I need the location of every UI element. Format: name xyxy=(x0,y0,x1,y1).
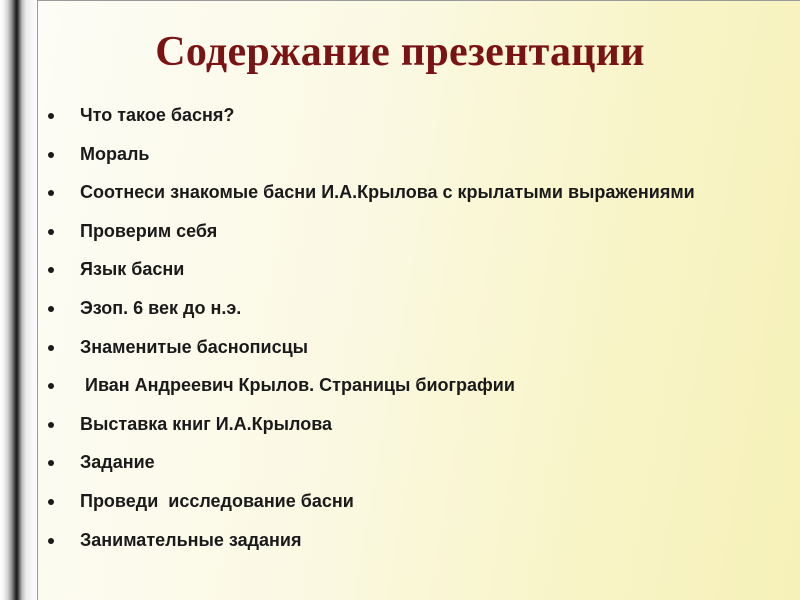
list-item-label: Задание xyxy=(80,452,155,473)
list-item[interactable] xyxy=(48,529,728,551)
bullet-icon xyxy=(48,383,54,389)
bullet-icon xyxy=(48,306,54,312)
slide-title: Содержание презентации xyxy=(155,29,645,75)
contents-list xyxy=(48,104,728,567)
bullet-icon xyxy=(48,422,54,428)
bullet-icon xyxy=(48,229,54,235)
list-item[interactable] xyxy=(48,451,728,473)
bullet-icon xyxy=(48,538,54,544)
list-item[interactable] xyxy=(48,374,728,396)
slide-left-frame xyxy=(0,0,40,600)
list-item[interactable] xyxy=(48,258,728,280)
list-item-label: Язык басни xyxy=(80,259,185,280)
list-item-label: Проведи исследование басни xyxy=(80,490,354,511)
list-item[interactable] xyxy=(48,143,728,165)
bullet-icon xyxy=(48,113,54,119)
list-item-label: Мораль xyxy=(80,143,150,164)
list-item-label: Выставка книг И.А.Крылова xyxy=(80,413,333,434)
list-item[interactable] xyxy=(48,104,728,126)
list-item[interactable] xyxy=(48,297,728,319)
bullet-icon xyxy=(48,345,54,351)
bullet-icon xyxy=(48,190,54,196)
list-item-label: Знаменитые баснописцы xyxy=(80,336,309,357)
list-item[interactable] xyxy=(48,220,728,242)
list-item[interactable] xyxy=(48,490,728,512)
bullet-icon xyxy=(48,152,54,158)
list-item-label: Проверим себя xyxy=(80,220,218,241)
list-item-label: Соотнеси знакомые басни И.А.Крылова с крылатыми выражениями xyxy=(80,182,695,203)
list-item-label: Занимательные задания xyxy=(80,529,302,550)
bullet-icon xyxy=(48,499,54,505)
list-item[interactable] xyxy=(48,336,728,358)
list-item-label: Что такое басня? xyxy=(80,105,235,125)
bullet-icon xyxy=(48,460,54,466)
list-item[interactable] xyxy=(48,181,728,203)
list-item-label: Иван Андреевич Крылов. Страницы биографии xyxy=(80,375,515,396)
bullet-icon xyxy=(48,267,54,273)
list-item[interactable] xyxy=(48,413,728,435)
list-item-label: Эзоп. 6 век до н.э. xyxy=(80,297,242,318)
